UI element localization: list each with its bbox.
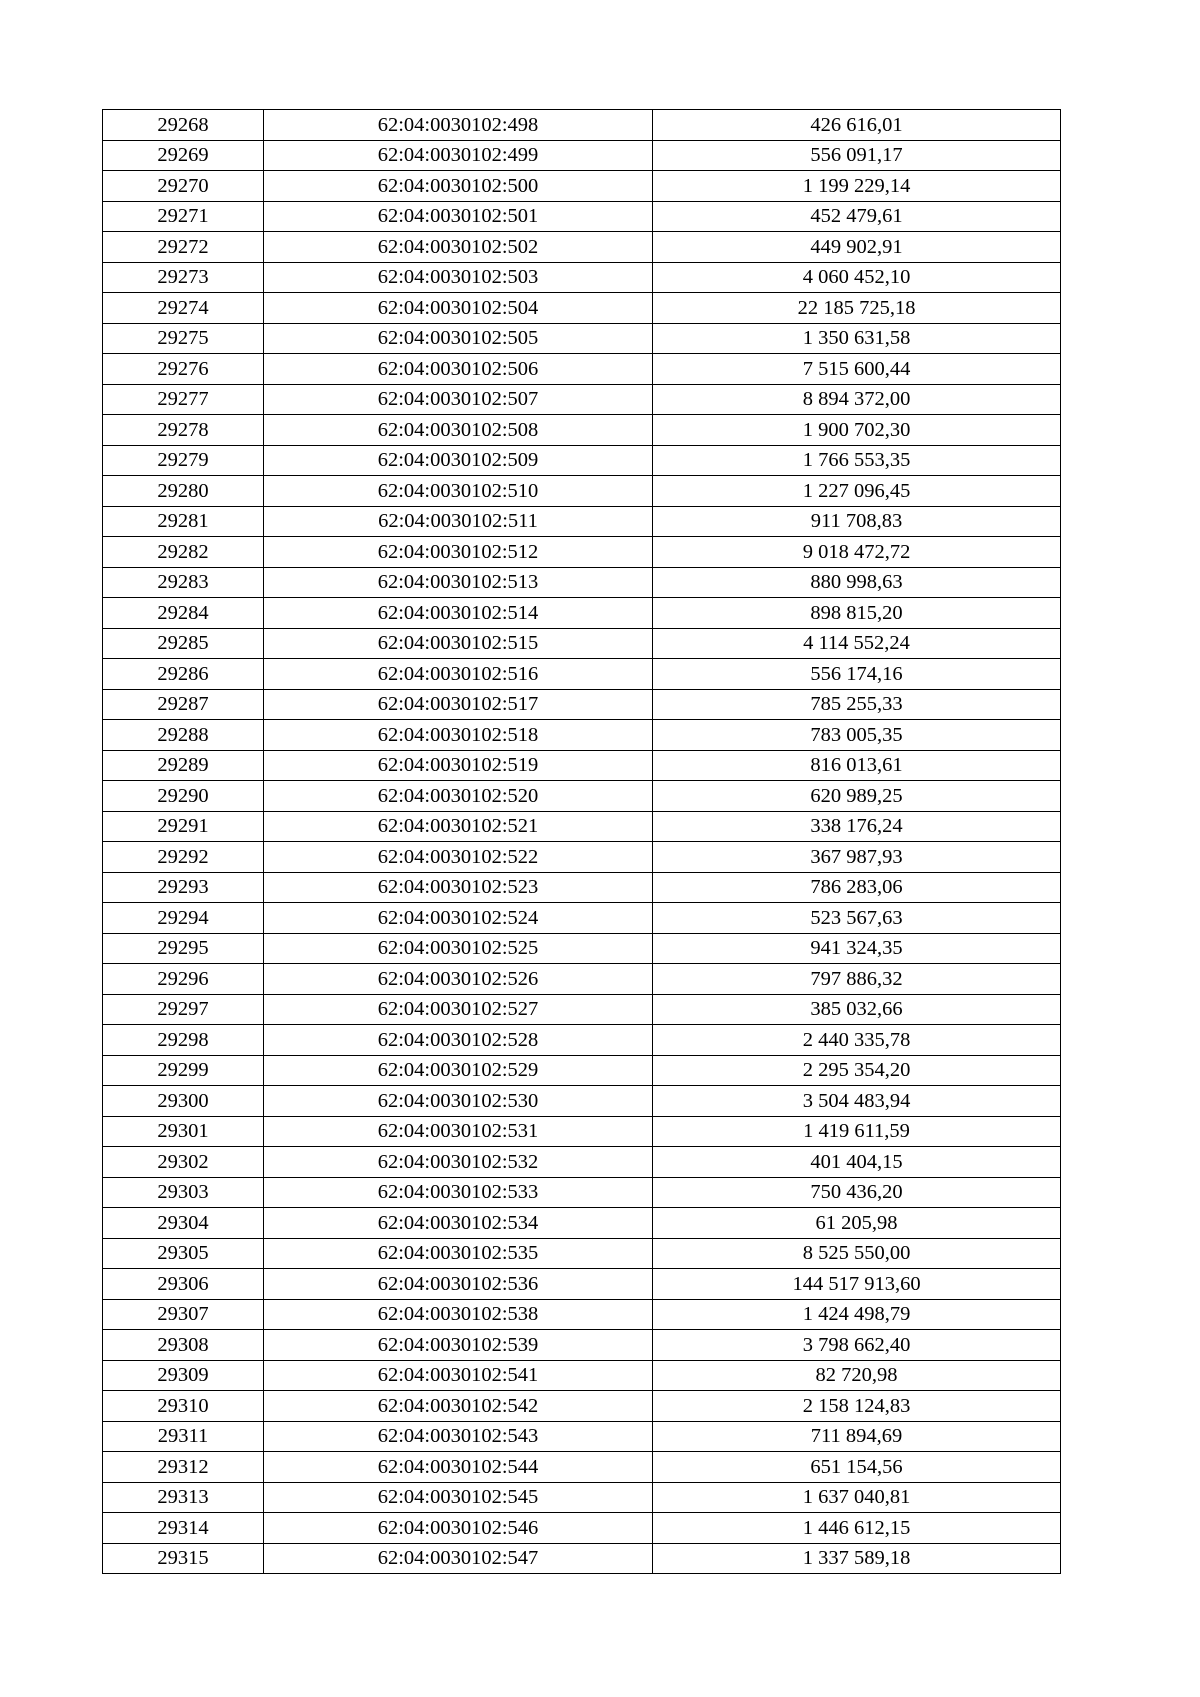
table-row: [103, 1147, 1061, 1178]
table-row: [103, 811, 1061, 842]
table-row: [103, 842, 1061, 873]
cadastral-value-cell: 426 616,01: [653, 110, 1061, 141]
cadastral-number-cell: 62:04:0030102:524: [264, 903, 653, 934]
cadastral-number-cell: 62:04:0030102:504: [264, 293, 653, 324]
row-number-cell: 29278: [103, 415, 264, 446]
row-number-cell: 29279: [103, 445, 264, 476]
cadastral-value-cell: 941 324,35: [653, 933, 1061, 964]
row-number-cell: 29272: [103, 232, 264, 263]
cadastral-number-cell: 62:04:0030102:536: [264, 1269, 653, 1300]
cadastral-number-cell: 62:04:0030102:526: [264, 964, 653, 995]
row-number-cell: 29314: [103, 1513, 264, 1544]
cadastral-number-cell: 62:04:0030102:532: [264, 1147, 653, 1178]
cadastral-number-cell: 62:04:0030102:519: [264, 750, 653, 781]
cadastral-number-cell: 62:04:0030102:502: [264, 232, 653, 263]
row-number-cell: 29296: [103, 964, 264, 995]
row-number-cell: 29312: [103, 1452, 264, 1483]
cadastral-value-cell: 750 436,20: [653, 1177, 1061, 1208]
cadastral-value-cell: 2 295 354,20: [653, 1055, 1061, 1086]
table-row: [103, 262, 1061, 293]
cadastral-value-cell: 8 894 372,00: [653, 384, 1061, 415]
cadastral-value-cell: 1 419 611,59: [653, 1116, 1061, 1147]
table-row: [103, 1116, 1061, 1147]
row-number-cell: 29270: [103, 171, 264, 202]
cadastral-number-cell: 62:04:0030102:501: [264, 201, 653, 232]
table-row: [103, 1391, 1061, 1422]
row-number-cell: 29315: [103, 1543, 264, 1574]
cadastral-value-cell: 452 479,61: [653, 201, 1061, 232]
table-row: [103, 537, 1061, 568]
table-row: [103, 415, 1061, 446]
cadastral-number-cell: 62:04:0030102:525: [264, 933, 653, 964]
cadastral-number-cell: 62:04:0030102:498: [264, 110, 653, 141]
cadastral-number-cell: 62:04:0030102:503: [264, 262, 653, 293]
row-number-cell: 29302: [103, 1147, 264, 1178]
row-number-cell: 29291: [103, 811, 264, 842]
table-row: [103, 933, 1061, 964]
cadastral-value-cell: 556 091,17: [653, 140, 1061, 171]
cadastral-value-cell: 4 060 452,10: [653, 262, 1061, 293]
cadastral-value-cell: 786 283,06: [653, 872, 1061, 903]
cadastral-number-cell: 62:04:0030102:542: [264, 1391, 653, 1422]
row-number-cell: 29274: [103, 293, 264, 324]
table-row: [103, 1452, 1061, 1483]
cadastral-number-cell: 62:04:0030102:543: [264, 1421, 653, 1452]
row-number-cell: 29310: [103, 1391, 264, 1422]
table-row: [103, 1299, 1061, 1330]
table-row: [103, 1360, 1061, 1391]
cadastral-value-cell: 401 404,15: [653, 1147, 1061, 1178]
cadastral-number-cell: 62:04:0030102:505: [264, 323, 653, 354]
row-number-cell: 29299: [103, 1055, 264, 1086]
table-row: [103, 354, 1061, 385]
row-number-cell: 29294: [103, 903, 264, 934]
table-row: [103, 1055, 1061, 1086]
table-row: [103, 994, 1061, 1025]
row-number-cell: 29271: [103, 201, 264, 232]
row-number-cell: 29306: [103, 1269, 264, 1300]
cadastral-number-cell: 62:04:0030102:527: [264, 994, 653, 1025]
cadastral-value-cell: 651 154,56: [653, 1452, 1061, 1483]
table-row: [103, 964, 1061, 995]
table-row: [103, 201, 1061, 232]
cadastral-number-cell: 62:04:0030102:511: [264, 506, 653, 537]
cadastral-number-cell: 62:04:0030102:507: [264, 384, 653, 415]
cadastral-value-cell: 898 815,20: [653, 598, 1061, 629]
table-row: [103, 903, 1061, 934]
cadastral-value-cell: 797 886,32: [653, 964, 1061, 995]
cadastral-number-cell: 62:04:0030102:509: [264, 445, 653, 476]
cadastral-value-cell: 9 018 472,72: [653, 537, 1061, 568]
row-number-cell: 29304: [103, 1208, 264, 1239]
row-number-cell: 29295: [103, 933, 264, 964]
cadastral-number-cell: 62:04:0030102:539: [264, 1330, 653, 1361]
row-number-cell: 29292: [103, 842, 264, 873]
row-number-cell: 29269: [103, 140, 264, 171]
row-number-cell: 29282: [103, 537, 264, 568]
cadastral-value-cell: 449 902,91: [653, 232, 1061, 263]
row-number-cell: 29300: [103, 1086, 264, 1117]
row-number-cell: 29286: [103, 659, 264, 690]
table-row: [103, 110, 1061, 141]
cadastral-value-cell: 8 525 550,00: [653, 1238, 1061, 1269]
table-row: [103, 293, 1061, 324]
row-number-cell: 29268: [103, 110, 264, 141]
cadastral-number-cell: 62:04:0030102:520: [264, 781, 653, 812]
cadastral-number-cell: 62:04:0030102:506: [264, 354, 653, 385]
row-number-cell: 29293: [103, 872, 264, 903]
table-row: [103, 1421, 1061, 1452]
table-row: [103, 628, 1061, 659]
table-row: [103, 476, 1061, 507]
cadastral-number-cell: 62:04:0030102:546: [264, 1513, 653, 1544]
row-number-cell: 29284: [103, 598, 264, 629]
cadastral-value-cell: 4 114 552,24: [653, 628, 1061, 659]
cadastral-value-cell: 620 989,25: [653, 781, 1061, 812]
table-body: [103, 110, 1061, 1574]
cadastral-value-cell: 1 199 229,14: [653, 171, 1061, 202]
cadastral-number-cell: 62:04:0030102:521: [264, 811, 653, 842]
cadastral-number-cell: 62:04:0030102:529: [264, 1055, 653, 1086]
row-number-cell: 29307: [103, 1299, 264, 1330]
cadastral-value-cell: 523 567,63: [653, 903, 1061, 934]
cadastral-value-cell: 816 013,61: [653, 750, 1061, 781]
table-row: [103, 1269, 1061, 1300]
table-row: [103, 1025, 1061, 1056]
cadastral-number-cell: 62:04:0030102:534: [264, 1208, 653, 1239]
cadastral-number-cell: 62:04:0030102:514: [264, 598, 653, 629]
cadastral-number-cell: 62:04:0030102:541: [264, 1360, 653, 1391]
table-row: [103, 781, 1061, 812]
cadastral-number-cell: 62:04:0030102:533: [264, 1177, 653, 1208]
cadastral-value-cell: 385 032,66: [653, 994, 1061, 1025]
table-row: [103, 567, 1061, 598]
row-number-cell: 29298: [103, 1025, 264, 1056]
table-row: [103, 1177, 1061, 1208]
cadastral-value-cell: 1 900 702,30: [653, 415, 1061, 446]
cadastral-number-cell: 62:04:0030102:547: [264, 1543, 653, 1574]
cadastral-value-cell: 880 998,63: [653, 567, 1061, 598]
cadastral-value-cell: 785 255,33: [653, 689, 1061, 720]
row-number-cell: 29311: [103, 1421, 264, 1452]
cadastral-number-cell: 62:04:0030102:515: [264, 628, 653, 659]
cadastral-value-cell: 1 337 589,18: [653, 1543, 1061, 1574]
table-row: [103, 1543, 1061, 1574]
table-row: [103, 232, 1061, 263]
table-row: [103, 506, 1061, 537]
cadastral-number-cell: 62:04:0030102:531: [264, 1116, 653, 1147]
cadastral-value-cell: 556 174,16: [653, 659, 1061, 690]
cadastral-number-cell: 62:04:0030102:522: [264, 842, 653, 873]
table-row: [103, 1208, 1061, 1239]
row-number-cell: 29285: [103, 628, 264, 659]
cadastral-value-cell: 1 446 612,15: [653, 1513, 1061, 1544]
row-number-cell: 29273: [103, 262, 264, 293]
cadastral-number-cell: 62:04:0030102:535: [264, 1238, 653, 1269]
cadastral-number-cell: 62:04:0030102:545: [264, 1482, 653, 1513]
row-number-cell: 29289: [103, 750, 264, 781]
table-row: [103, 323, 1061, 354]
cadastral-number-cell: 62:04:0030102:523: [264, 872, 653, 903]
table-row: [103, 384, 1061, 415]
cadastral-value-cell: 783 005,35: [653, 720, 1061, 751]
cadastral-number-cell: 62:04:0030102:508: [264, 415, 653, 446]
cadastral-number-cell: 62:04:0030102:499: [264, 140, 653, 171]
row-number-cell: 29301: [103, 1116, 264, 1147]
row-number-cell: 29287: [103, 689, 264, 720]
cadastral-number-cell: 62:04:0030102:528: [264, 1025, 653, 1056]
cadastral-value-cell: 1 227 096,45: [653, 476, 1061, 507]
cadastral-value-cell: 1 350 631,58: [653, 323, 1061, 354]
row-number-cell: 29297: [103, 994, 264, 1025]
row-number-cell: 29313: [103, 1482, 264, 1513]
cadastral-value-cell: 2 158 124,83: [653, 1391, 1061, 1422]
cadastral-value-cell: 1 424 498,79: [653, 1299, 1061, 1330]
row-number-cell: 29281: [103, 506, 264, 537]
cadastral-value-cell: 711 894,69: [653, 1421, 1061, 1452]
cadastral-number-cell: 62:04:0030102:510: [264, 476, 653, 507]
row-number-cell: 29308: [103, 1330, 264, 1361]
cadastral-number-cell: 62:04:0030102:538: [264, 1299, 653, 1330]
table-row: [103, 689, 1061, 720]
row-number-cell: 29280: [103, 476, 264, 507]
row-number-cell: 29276: [103, 354, 264, 385]
cadastral-number-cell: 62:04:0030102:512: [264, 537, 653, 568]
row-number-cell: 29290: [103, 781, 264, 812]
cadastral-value-cell: 367 987,93: [653, 842, 1061, 873]
cadastral-value-cell: 144 517 913,60: [653, 1269, 1061, 1300]
cadastral-value-cell: 82 720,98: [653, 1360, 1061, 1391]
table-row: [103, 720, 1061, 751]
cadastral-value-table: [102, 109, 1061, 1574]
cadastral-value-cell: 61 205,98: [653, 1208, 1061, 1239]
row-number-cell: 29303: [103, 1177, 264, 1208]
cadastral-number-cell: 62:04:0030102:517: [264, 689, 653, 720]
cadastral-value-cell: 2 440 335,78: [653, 1025, 1061, 1056]
table-row: [103, 1086, 1061, 1117]
row-number-cell: 29305: [103, 1238, 264, 1269]
row-number-cell: 29275: [103, 323, 264, 354]
cadastral-number-cell: 62:04:0030102:516: [264, 659, 653, 690]
table-row: [103, 445, 1061, 476]
table-row: [103, 171, 1061, 202]
table-row: [103, 1330, 1061, 1361]
cadastral-value-cell: 1 766 553,35: [653, 445, 1061, 476]
cadastral-value-cell: 911 708,83: [653, 506, 1061, 537]
cadastral-number-cell: 62:04:0030102:513: [264, 567, 653, 598]
cadastral-number-cell: 62:04:0030102:530: [264, 1086, 653, 1117]
cadastral-number-cell: 62:04:0030102:544: [264, 1452, 653, 1483]
table-row: [103, 1482, 1061, 1513]
table-row: [103, 140, 1061, 171]
row-number-cell: 29309: [103, 1360, 264, 1391]
cadastral-number-cell: 62:04:0030102:518: [264, 720, 653, 751]
cadastral-value-cell: 338 176,24: [653, 811, 1061, 842]
cadastral-value-cell: 1 637 040,81: [653, 1482, 1061, 1513]
row-number-cell: 29288: [103, 720, 264, 751]
table-row: [103, 659, 1061, 690]
table-row: [103, 872, 1061, 903]
row-number-cell: 29283: [103, 567, 264, 598]
table-row: [103, 1513, 1061, 1544]
row-number-cell: 29277: [103, 384, 264, 415]
cadastral-value-cell: 22 185 725,18: [653, 293, 1061, 324]
cadastral-value-cell: 3 504 483,94: [653, 1086, 1061, 1117]
cadastral-value-cell: 7 515 600,44: [653, 354, 1061, 385]
cadastral-value-cell: 3 798 662,40: [653, 1330, 1061, 1361]
table-row: [103, 750, 1061, 781]
cadastral-number-cell: 62:04:0030102:500: [264, 171, 653, 202]
table-row: [103, 1238, 1061, 1269]
table-row: [103, 598, 1061, 629]
